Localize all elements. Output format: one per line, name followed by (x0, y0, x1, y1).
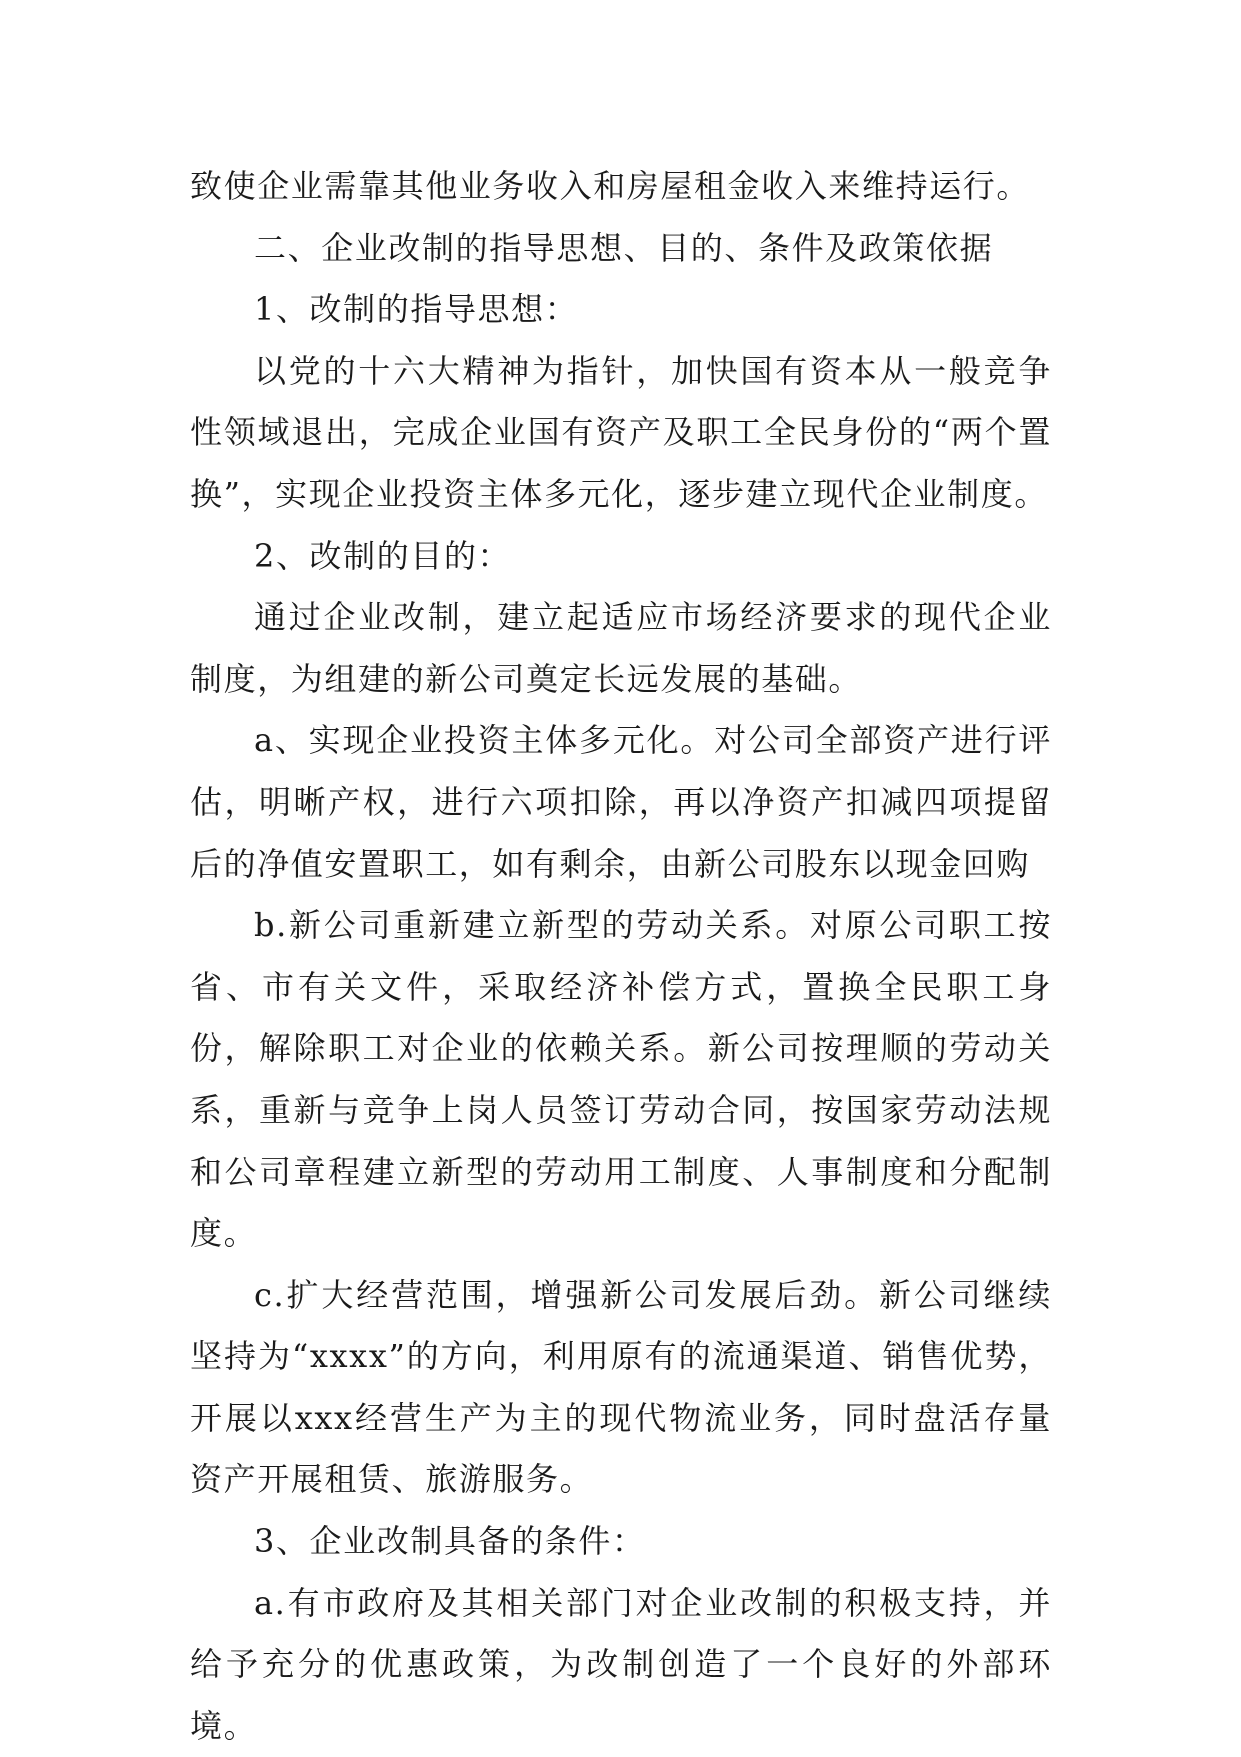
paragraph-item-a: a、实现企业投资主体多元化。对公司全部资产进行评估，明晰产权，进行六项扣除，再以净资产扣减四项提留后的净值安置职工，如有剩余，由新公司股东以现金回购 (190, 721, 1052, 883)
paragraph-continuation: 致使企业需靠其他业务收入和房屋租金收入来维持运行。 (190, 167, 1031, 205)
body-text (190, 156, 1052, 1757)
paragraph-condition-a: a.有市政府及其相关部门对企业改制的积极支持，并给予充分的优惠政策，为改制创造了一个良好的外部环境。 (190, 1583, 1052, 1745)
paragraph-item-c: c.扩大经营范围，增强新公司发展后劲。新公司继续坚持为“xxxx”的方向，利用原有的流通渠道、销售优势，开展以xxx经营生产为主的现代物流业务，同时盘活存量资产开展租赁、旅游服务。 (190, 1275, 1052, 1499)
paragraph-guiding-ideology: 以党的十六大精神为指针，加快国有资本从一般竞争性领域退出，完成企业国有资产及职工全民身份的“两个置换”，实现企业投资主体多元化，逐步建立现代企业制度。 (190, 351, 1052, 513)
subheading-guiding-ideology: 1、改制的指导思想： (254, 290, 579, 329)
paragraph-item-b: b.新公司重新建立新型的劳动关系。对原公司职工按省、市有关文件，采取经济补偿方式，置换全民职工身份，解除职工对企业的依赖关系。新公司按理顺的劳动关系，重新与竞争上岗人员签订劳动合同，按国家劳动法规和公司章程建立新型的劳动用工制度、人事制度和分配制度。 (190, 906, 1052, 1253)
paragraph-purpose: 通过企业改制，建立起适应市场经济要求的现代企业制度，为组建的新公司奠定长远发展的基础。 (190, 598, 1052, 698)
subheading-purpose: 2、改制的目的： (254, 536, 512, 575)
section-heading-two: 二、企业改制的指导思想、目的、条件及政策依据 (254, 228, 994, 267)
subheading-conditions: 3、企业改制具备的条件： (254, 1522, 646, 1561)
